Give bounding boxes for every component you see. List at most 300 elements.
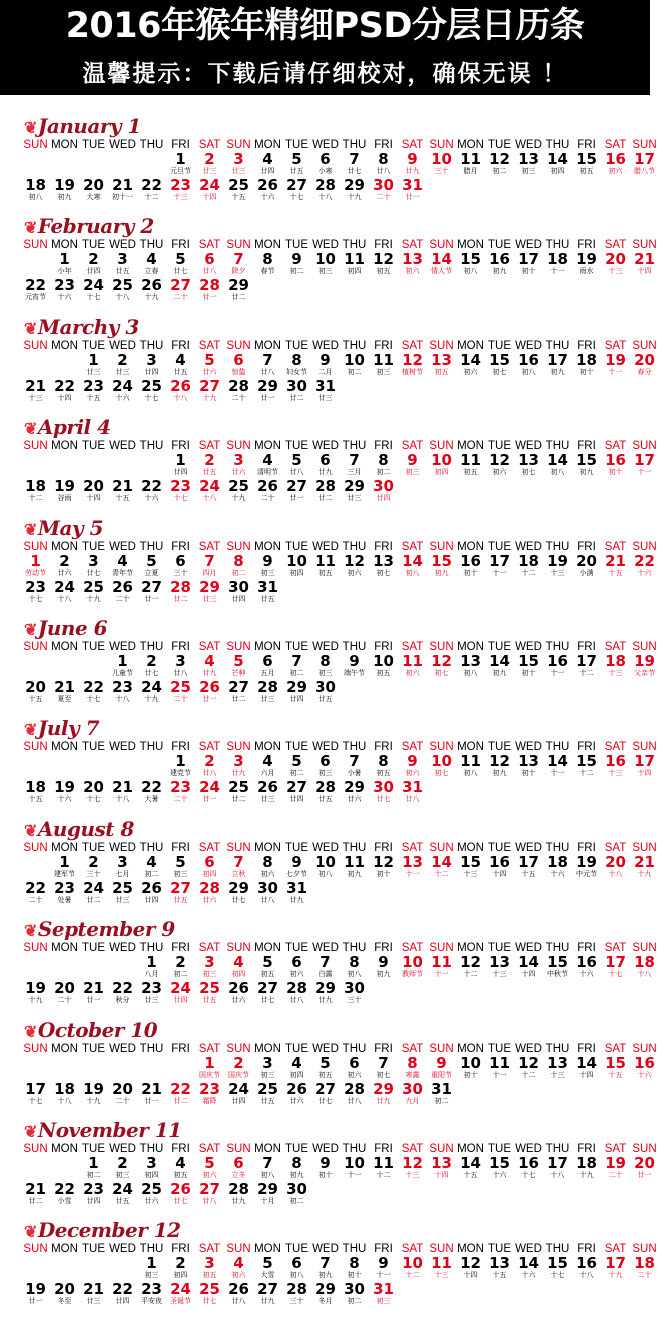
lunar-label: 廿八 xyxy=(405,795,420,804)
weekday-header: SAT xyxy=(198,1042,221,1055)
day-cell xyxy=(79,1281,108,1306)
day-cell xyxy=(137,277,166,302)
lunar-label: 廿五 xyxy=(115,1197,130,1205)
weekday-header: TUE xyxy=(285,841,308,854)
weekday-header: WED xyxy=(109,339,136,352)
lunar-label: 中元节 xyxy=(576,869,597,878)
day-number: 4 xyxy=(233,1254,244,1273)
day-number: 6 xyxy=(262,652,273,670)
lunar-label: 十四 xyxy=(434,1171,449,1179)
day-number: 1 xyxy=(59,250,70,269)
lunar-label: 平安夜 xyxy=(141,1297,162,1306)
day-cell xyxy=(311,177,340,202)
weekday-header: SUN xyxy=(23,139,48,151)
day-cell xyxy=(572,553,601,578)
lunar-label: 初三 xyxy=(405,468,420,477)
day-number: 13 xyxy=(489,953,510,972)
day-number: 14 xyxy=(431,852,452,871)
weekday-header: FRI xyxy=(577,942,596,955)
lunar-label: 廿五 xyxy=(260,1096,275,1105)
weekday-header: MON xyxy=(457,841,484,854)
day-number: 15 xyxy=(489,1154,510,1172)
day-number: 29 xyxy=(199,577,220,596)
day-cell xyxy=(253,1081,282,1106)
weekday-header: THU xyxy=(545,1042,570,1055)
lunar-label: 廿五 xyxy=(289,167,304,175)
lunar-label: 廿一 xyxy=(202,293,217,302)
lunar-label: 十七 xyxy=(144,393,159,402)
day-number: 25 xyxy=(228,778,249,797)
weekday-header: SUN xyxy=(429,139,454,151)
day-cell xyxy=(369,553,398,578)
day-cell xyxy=(340,954,369,979)
day-number: 27 xyxy=(170,878,191,897)
weekday-header: TUE xyxy=(488,440,511,453)
weekday-header: WED xyxy=(515,540,542,553)
weekday-header: SUN xyxy=(23,741,48,754)
day-cell xyxy=(485,954,514,979)
lunar-label: 寒露 xyxy=(405,1070,420,1079)
day-cell xyxy=(79,1155,108,1180)
lunar-label: 十九 xyxy=(231,494,246,503)
weekday-header: WED xyxy=(312,239,339,252)
lunar-label: 十六 xyxy=(57,293,72,302)
lunar-label: 廿六 xyxy=(144,1197,159,1205)
weekday-header: THU xyxy=(139,239,164,252)
lunar-label: 廿五 xyxy=(202,996,217,1005)
day-cell xyxy=(137,1255,166,1280)
weekday-header: TUE xyxy=(488,1143,511,1155)
lunar-label: 初二 xyxy=(86,1171,101,1179)
day-cell xyxy=(601,1155,630,1180)
day-number: 10 xyxy=(402,1254,423,1273)
lunar-label: 雨水 xyxy=(579,267,594,276)
day-cell xyxy=(340,352,369,377)
day-number: 30 xyxy=(373,477,394,496)
day-cell xyxy=(137,653,166,678)
day-cell xyxy=(485,653,514,678)
day-number: 14 xyxy=(460,1154,481,1172)
day-cell xyxy=(398,753,427,778)
lunar-label: 初四 xyxy=(347,267,362,276)
lunar-label: 初四 xyxy=(202,869,217,878)
weekday-header: SUN xyxy=(632,641,657,653)
day-number: 26 xyxy=(257,477,278,496)
day-number: 20 xyxy=(83,477,104,496)
day-number: 14 xyxy=(547,752,568,771)
lunar-label: 清明节 xyxy=(257,468,278,477)
day-number: 13 xyxy=(547,1053,568,1072)
day-number: 8 xyxy=(320,652,331,670)
day-number: 3 xyxy=(146,1154,157,1172)
lunar-label: 七月 xyxy=(115,869,130,878)
weekday-header: TUE xyxy=(488,139,511,151)
lunar-label: 夏至 xyxy=(57,695,72,703)
day-number: 4 xyxy=(146,250,157,269)
day-number: 6 xyxy=(291,953,302,972)
day-number: 15 xyxy=(576,451,597,470)
day-cell xyxy=(253,854,282,879)
weekday-header: SUN xyxy=(429,942,454,955)
heart-ornament-icon: ❦ xyxy=(24,118,37,137)
lunar-label: 十三 xyxy=(608,769,623,778)
weekday-header: FRI xyxy=(171,942,190,955)
day-number: 18 xyxy=(634,953,655,972)
day-number: 23 xyxy=(25,577,46,596)
weekday-header: MON xyxy=(51,1143,78,1155)
day-number: 8 xyxy=(349,953,360,972)
day-number: 24 xyxy=(112,1180,133,1198)
day-cell xyxy=(137,779,166,804)
day-cell xyxy=(137,251,166,276)
day-number: 24 xyxy=(170,979,191,998)
weekday-header: FRI xyxy=(577,1042,596,1055)
day-cell xyxy=(340,854,369,879)
month-title xyxy=(24,1015,157,1045)
weekday-header: TUE xyxy=(285,1042,308,1055)
weekday-header: THU xyxy=(342,1042,367,1055)
weekday-header: SUN xyxy=(23,440,48,453)
lunar-label: 十八 xyxy=(115,293,130,302)
weekday-header: SUN xyxy=(226,1042,251,1055)
lunar-label: 初三 xyxy=(260,568,275,577)
day-number: 28 xyxy=(286,1280,307,1299)
day-number: 31 xyxy=(373,1280,394,1299)
day-cell xyxy=(166,177,195,202)
lunar-label: 廿三 xyxy=(260,695,275,703)
lunar-label: 廿五 xyxy=(318,795,333,804)
day-number: 2 xyxy=(204,150,215,168)
day-number: 22 xyxy=(54,376,75,395)
weekday-header: FRI xyxy=(577,540,596,553)
day-cell xyxy=(369,653,398,678)
day-cell xyxy=(50,679,79,704)
lunar-label: 情人节 xyxy=(431,267,452,276)
day-cell xyxy=(282,653,311,678)
day-number: 12 xyxy=(460,953,481,972)
day-number: 28 xyxy=(228,1180,249,1198)
day-cell xyxy=(369,1155,398,1180)
day-cell xyxy=(224,779,253,804)
day-cell xyxy=(224,1255,253,1280)
lunar-label: 廿六 xyxy=(202,367,217,376)
day-cell xyxy=(79,1081,108,1106)
lunar-label: 十六 xyxy=(637,1070,652,1079)
day-number: 28 xyxy=(257,678,278,696)
day-cell xyxy=(427,1255,456,1280)
day-cell xyxy=(166,251,195,276)
day-number: 15 xyxy=(460,852,481,871)
day-cell xyxy=(253,579,282,604)
day-number: 9 xyxy=(407,451,418,470)
day-number: 16 xyxy=(547,652,568,670)
lunar-label: 初六 xyxy=(231,1271,246,1280)
lunar-label: 初二 xyxy=(347,1297,362,1306)
day-cell xyxy=(224,1281,253,1306)
day-cell xyxy=(369,177,398,202)
day-number: 20 xyxy=(634,1154,655,1172)
day-cell xyxy=(253,378,282,403)
lunar-label: 廿一 xyxy=(637,1171,652,1179)
weekday-header: SUN xyxy=(226,1143,251,1155)
day-number: 24 xyxy=(228,1079,249,1098)
day-number: 15 xyxy=(489,350,510,369)
weekday-header: FRI xyxy=(577,741,596,754)
weekday-header: FRI xyxy=(577,239,596,252)
weekday-header: SAT xyxy=(198,741,221,754)
lunar-label: 初十 xyxy=(347,1271,362,1280)
day-number: 12 xyxy=(489,150,510,168)
lunar-label: 十九 xyxy=(579,1171,594,1179)
weekday-header: THU xyxy=(545,741,570,754)
day-cell xyxy=(543,352,572,377)
weekday-header: SUN xyxy=(226,942,251,955)
lunar-label: 二十 xyxy=(173,695,188,703)
day-number: 31 xyxy=(315,376,336,395)
day-number: 28 xyxy=(344,1079,365,1098)
day-number: 22 xyxy=(141,176,162,194)
day-number: 21 xyxy=(25,1180,46,1198)
day-cell xyxy=(253,553,282,578)
weekday-header: TUE xyxy=(488,540,511,553)
day-cell xyxy=(195,452,224,477)
lunar-label: 初九 xyxy=(550,367,565,376)
day-cell xyxy=(630,653,659,678)
day-cell xyxy=(21,378,50,403)
lunar-label: 十五 xyxy=(231,193,246,201)
lunar-label: 初九 xyxy=(318,1271,333,1280)
day-number: 17 xyxy=(518,852,539,871)
day-cell xyxy=(166,880,195,905)
weekday-header: FRI xyxy=(374,1243,393,1256)
day-cell xyxy=(369,1055,398,1080)
lunar-label: 十八 xyxy=(637,970,652,979)
weekday-header: WED xyxy=(312,641,339,653)
month-title xyxy=(24,513,103,543)
day-number: 24 xyxy=(170,1280,191,1299)
day-number: 8 xyxy=(349,1254,360,1273)
day-cell xyxy=(195,1255,224,1280)
day-number: 30 xyxy=(373,176,394,194)
lunar-label: 十一 xyxy=(492,568,507,577)
day-number: 26 xyxy=(112,577,133,596)
weekday-header: FRI xyxy=(374,942,393,955)
day-number: 24 xyxy=(83,276,104,295)
lunar-label: 初三 xyxy=(260,1070,275,1079)
day-cell xyxy=(340,753,369,778)
lunar-label: 十六 xyxy=(115,393,130,402)
day-cell xyxy=(282,1055,311,1080)
day-cell xyxy=(108,277,137,302)
weekday-header: SUN xyxy=(23,1243,48,1256)
day-cell xyxy=(282,1281,311,1306)
weekday-header: SUN xyxy=(23,641,48,653)
lunar-label: 二十 xyxy=(608,1171,623,1179)
day-number: 8 xyxy=(233,551,244,570)
day-cell xyxy=(311,980,340,1005)
lunar-label: 初四 xyxy=(550,167,565,175)
lunar-label: 初三 xyxy=(115,1171,130,1179)
day-number: 13 xyxy=(402,852,423,871)
day-number: 16 xyxy=(634,1053,655,1072)
day-cell xyxy=(601,1055,630,1080)
day-number: 12 xyxy=(431,652,452,670)
weekday-header: MON xyxy=(51,1042,78,1055)
day-number: 19 xyxy=(54,477,75,496)
day-cell xyxy=(21,177,50,202)
day-number: 5 xyxy=(320,1053,331,1072)
lunar-label: 十三 xyxy=(463,869,478,878)
day-number: 31 xyxy=(257,577,278,596)
lunar-label: 廿五 xyxy=(202,468,217,477)
lunar-label: 初八 xyxy=(28,193,43,201)
day-number: 20 xyxy=(25,678,46,696)
lunar-label: 廿六 xyxy=(202,895,217,904)
lunar-label: 初八 xyxy=(463,769,478,778)
weekday-header: FRI xyxy=(171,1243,190,1256)
day-number: 27 xyxy=(315,1079,336,1098)
day-cell xyxy=(137,177,166,202)
lunar-label: 廿九 xyxy=(202,669,217,677)
month-title-text: April 4 xyxy=(37,415,111,440)
weekday-header: TUE xyxy=(82,841,105,854)
weekday-header: SAT xyxy=(401,741,424,754)
lunar-label: 二十 xyxy=(260,494,275,503)
month-title xyxy=(24,713,99,743)
weekday-header: FRI xyxy=(577,339,596,352)
day-number: 28 xyxy=(315,176,336,194)
day-cell xyxy=(543,954,572,979)
weekday-header: SAT xyxy=(401,942,424,955)
day-number: 6 xyxy=(349,1053,360,1072)
weekday-header: WED xyxy=(312,841,339,854)
day-number: 4 xyxy=(262,451,273,470)
weekday-header: MON xyxy=(254,440,281,453)
day-cell xyxy=(311,954,340,979)
lunar-label: 初十 xyxy=(579,367,594,376)
day-cell xyxy=(166,352,195,377)
weekday-header: THU xyxy=(545,841,570,854)
day-number: 3 xyxy=(233,150,244,168)
lunar-label: 立夏 xyxy=(144,568,159,577)
day-number: 16 xyxy=(576,1254,597,1273)
day-cell xyxy=(79,779,108,804)
day-cell xyxy=(485,1255,514,1280)
weekday-header: WED xyxy=(312,339,339,352)
day-cell xyxy=(108,352,137,377)
lunar-label: 廿八 xyxy=(173,669,188,677)
weekday-header: TUE xyxy=(82,641,105,653)
lunar-label: 十八 xyxy=(115,795,130,804)
day-cell xyxy=(340,1255,369,1280)
heart-ornament-icon: ❦ xyxy=(24,921,37,941)
weekday-header: WED xyxy=(109,440,136,453)
weekday-header: TUE xyxy=(488,1243,511,1256)
day-cell xyxy=(21,553,50,578)
day-cell xyxy=(224,854,253,879)
day-number: 22 xyxy=(141,477,162,496)
weekday-header: TUE xyxy=(82,942,105,955)
heart-ornament-icon: ❦ xyxy=(24,419,37,439)
weekday-header: SUN xyxy=(23,540,48,553)
day-cell xyxy=(630,251,659,276)
lunar-label: 十一 xyxy=(550,669,565,677)
day-cell xyxy=(253,1281,282,1306)
lunar-label: 十二 xyxy=(376,1171,391,1179)
day-cell xyxy=(456,1255,485,1280)
weekday-header: MON xyxy=(457,239,484,252)
day-number: 7 xyxy=(233,852,244,871)
day-cell xyxy=(572,352,601,377)
day-cell xyxy=(630,1155,659,1180)
day-cell xyxy=(253,753,282,778)
day-number: 15 xyxy=(576,752,597,771)
lunar-label: 廿七 xyxy=(376,795,391,804)
day-number: 16 xyxy=(605,752,626,771)
day-cell xyxy=(282,452,311,477)
weekday-header: SUN xyxy=(226,339,251,352)
lunar-label: 廿二 xyxy=(173,1096,188,1105)
lunar-label: 廿八 xyxy=(202,769,217,778)
lunar-label: 廿七 xyxy=(173,1197,188,1205)
weekday-header: MON xyxy=(457,440,484,453)
lunar-label: 谷雨 xyxy=(57,494,72,503)
day-number: 12 xyxy=(489,752,510,771)
day-number: 27 xyxy=(199,1180,220,1198)
day-cell xyxy=(572,251,601,276)
day-number: 8 xyxy=(378,752,389,771)
lunar-label: 廿四 xyxy=(144,367,159,376)
lunar-label: 初八 xyxy=(405,568,420,577)
lunar-label: 十一 xyxy=(405,869,420,878)
day-number: 30 xyxy=(373,778,394,797)
lunar-label: 廿一 xyxy=(202,795,217,804)
day-number: 30 xyxy=(257,878,278,897)
lunar-label: 初八 xyxy=(550,468,565,477)
weekday-header: SUN xyxy=(429,440,454,453)
day-number: 20 xyxy=(83,176,104,194)
lunar-label: 十八 xyxy=(57,1096,72,1105)
lunar-label: 八月 xyxy=(144,970,159,979)
lunar-label: 初四 xyxy=(434,468,449,477)
day-cell xyxy=(137,980,166,1005)
day-number: 3 xyxy=(204,953,215,972)
day-number: 10 xyxy=(344,350,365,369)
lunar-label: 初十 xyxy=(318,1171,333,1179)
weekday-header: FRI xyxy=(577,139,596,151)
day-number: 16 xyxy=(518,350,539,369)
day-number: 2 xyxy=(117,1154,128,1172)
lunar-label: 初十一 xyxy=(112,193,133,201)
day-number: 2 xyxy=(175,1254,186,1273)
day-number: 29 xyxy=(228,878,249,897)
lunar-label: 廿六 xyxy=(347,795,362,804)
lunar-label: 初五 xyxy=(376,267,391,276)
lunar-label: 十九 xyxy=(202,393,217,402)
lunar-label: 廿一 xyxy=(289,494,304,503)
day-cell xyxy=(166,277,195,302)
day-cell xyxy=(50,478,79,503)
day-cell xyxy=(543,251,572,276)
weekday-header: TUE xyxy=(82,239,105,252)
day-cell xyxy=(601,553,630,578)
weekday-header: SAT xyxy=(198,339,221,352)
day-cell xyxy=(21,1281,50,1306)
day-cell xyxy=(166,553,195,578)
day-number: 29 xyxy=(257,1180,278,1198)
lunar-label: 廿八 xyxy=(231,1297,246,1306)
day-number: 26 xyxy=(199,678,220,696)
